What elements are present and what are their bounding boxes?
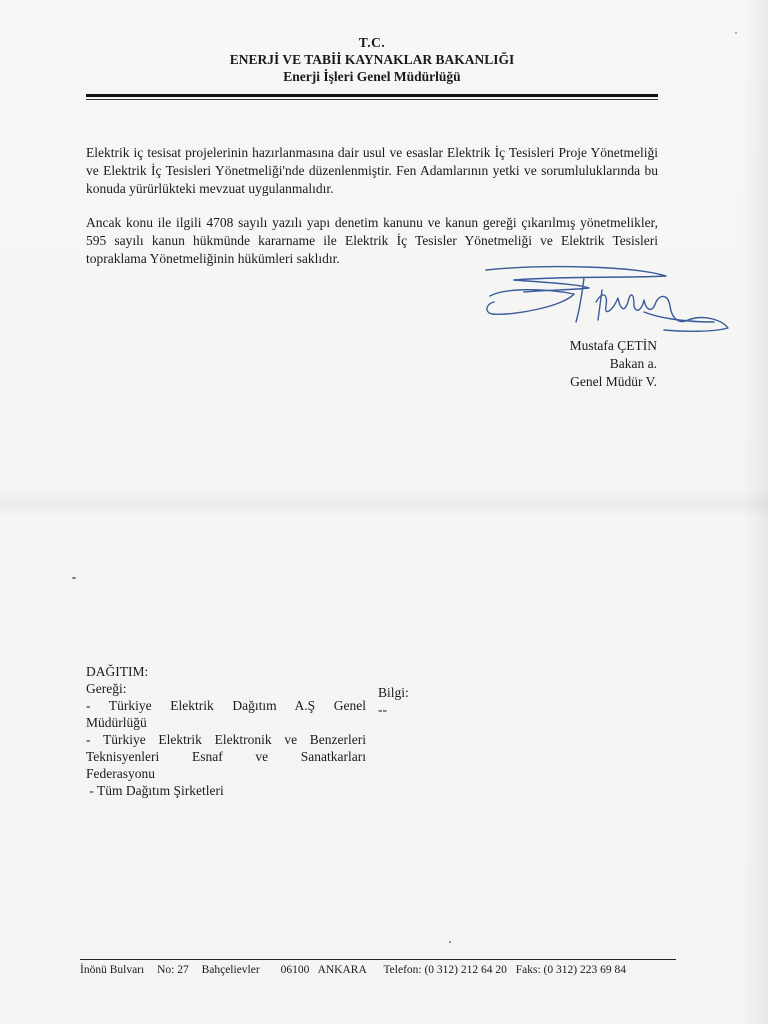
signer-title-2: Genel Müdür V.	[570, 374, 657, 389]
letter-footer	[80, 963, 676, 977]
bilgi-value: --	[378, 702, 387, 717]
paper-speck	[449, 941, 451, 943]
body-paragraph-1: Elektrik iç tesisat projelerinin hazırlanmasına dair usul ve esaslar Elektrik İç Tesisleri Proje Yönetmeliği ve Elektrik İç Tesisleri Yönetmeliği'nde düzenlenmiştir. Fen Adamlarının yetki ve sorumluluklarında bu konuda yürürlükteki mevzuat uygulanmalıdır.	[86, 145, 658, 196]
distribution-item-3: - Tüm Dağıtım Şirketleri	[86, 783, 224, 798]
footer-fax: Faks: (0 312) 223 69 84	[515, 964, 626, 976]
body-paragraph-2: Ancak konu ile ilgili 4708 sayılı yazılı yapı denetim kanunu ve kanun gereği çıkarılmış yönetmelikler, 595 sayılı kanun hükmünde kararname ile Elektrik İç Tesisler Yönetmeliği ve Elektrik Tesisleri topraklama Yönetmeliğinin hükümleri saklıdır.	[86, 215, 658, 266]
distribution-item-1-line-2: Müdürlüğü	[86, 715, 147, 730]
letterhead-tc: T.C.	[358, 35, 386, 50]
paper-speck	[72, 577, 76, 579]
distribution-item-2-line-3: Federasyonu	[86, 766, 155, 781]
footer-postal-code: 06100	[280, 964, 310, 976]
footer-city: ANKARA	[317, 964, 367, 976]
paper-speck	[735, 32, 737, 34]
signer-name: Mustafa ÇETİN	[569, 338, 657, 353]
signer-block	[500, 337, 657, 391]
letterhead	[86, 34, 658, 85]
letterhead-rule-thin	[86, 99, 658, 100]
distribution-item-2-line-2: Teknisyenleri Esnaf ve Sanatkarları	[86, 749, 366, 764]
footer-address-district: Bahçelievler	[201, 964, 260, 976]
footer-address-street: İnönü Bulvarı	[80, 964, 145, 976]
letterhead-rule-thick	[86, 94, 658, 97]
distribution-heading: DAĞITIM:	[86, 664, 149, 679]
footer-address-number: No: 27	[157, 964, 189, 976]
footer-rule	[80, 959, 676, 960]
bilgi-block	[378, 684, 409, 718]
handwritten-signature	[484, 262, 734, 340]
distribution-item-2-line-1: - Türkiye Elektrik Elektronik ve Benzerleri	[86, 732, 366, 747]
letterhead-directorate: Enerji İşleri Genel Müdürlüğü	[283, 69, 461, 84]
footer-phone: Telefon: (0 312) 212 64 20	[383, 964, 507, 976]
page-edge-shadow	[742, 0, 768, 1024]
signer-title-1: Bakan a.	[609, 356, 657, 371]
distribution-item-1-line-1: - Türkiye Elektrik Dağıtım A.Ş Genel	[86, 698, 366, 713]
bilgi-label: Bilgi:	[378, 685, 409, 700]
letterhead-ministry: ENERJİ VE TABİİ KAYNAKLAR BAKANLIĞI	[229, 52, 515, 67]
distribution-block	[86, 663, 366, 799]
distribution-gerekli-label: Gereği:	[86, 681, 127, 696]
